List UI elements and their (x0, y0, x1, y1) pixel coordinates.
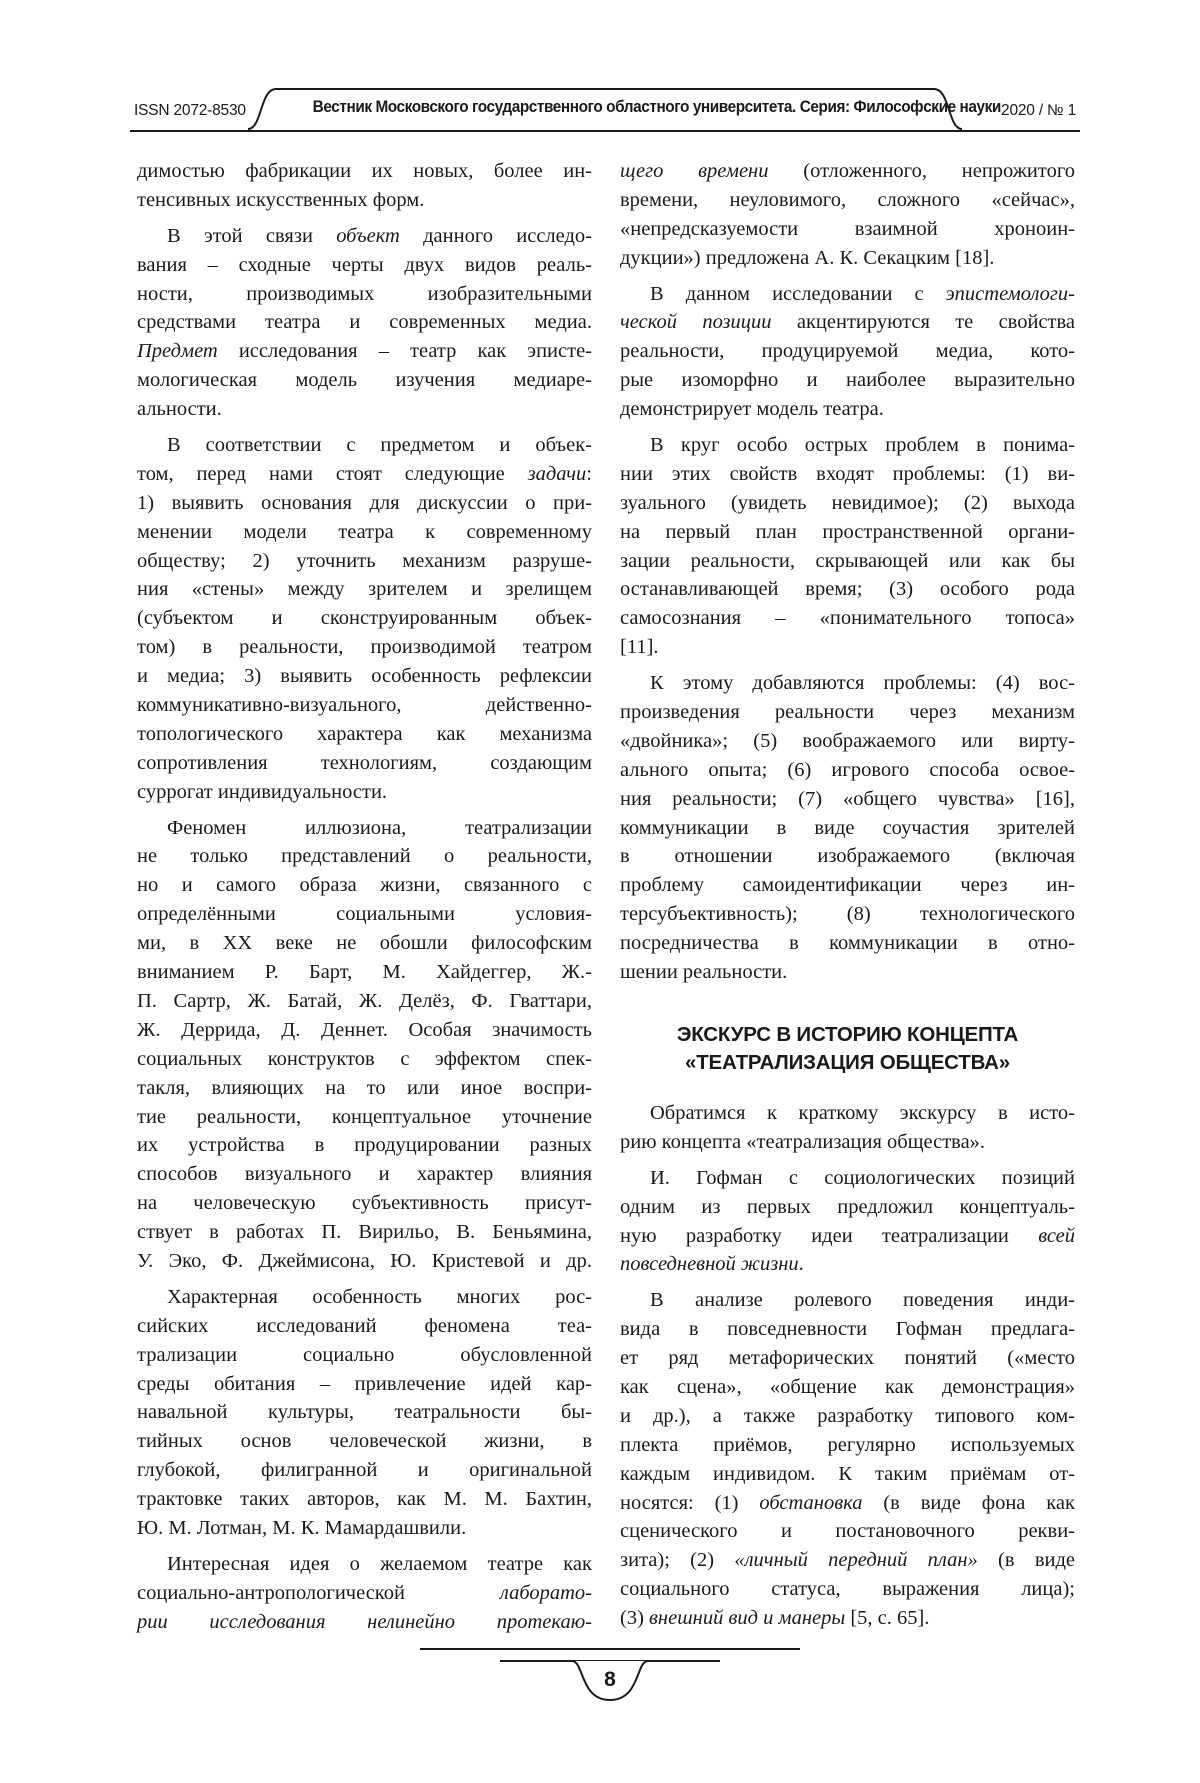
text-line: ет ряд метафорических понятий («место (620, 1347, 1075, 1370)
text-line: Ж. Деррида, Д. Деннет. Особая значимость (137, 1018, 592, 1041)
text-line: коммуникативно-визуального, действенно- (137, 694, 592, 717)
text-line: В данном исследовании с эпистемологи- (650, 282, 1075, 305)
text-line: коммуникации в виде соучастия зрителей (620, 816, 1075, 839)
text-line: посредничества в коммуникации в отно- (620, 932, 1075, 955)
text-line: произведения реальности через механизм (620, 701, 1075, 724)
text-line: и медиа; 3) выявить особенность рефлексии (137, 665, 592, 688)
text-line: ния «стены» между зрителем и зрелищем (137, 578, 592, 601)
page-number: 8 (604, 1668, 616, 1691)
paragraph (137, 222, 592, 424)
text-line: ния реальности; (7) «общего чувства» [16], (620, 787, 1075, 810)
text-line: социального статуса, выражения лица); (620, 1578, 1075, 1601)
section-heading-line: ЭКСКУРС В ИСТОРИЮ КОНЦЕПТА (676, 1022, 1019, 1046)
text-line: носятся: (1) обстановка (в виде фона как (620, 1491, 1075, 1514)
text-line: как сцена», «общение как демонстрация» (620, 1375, 1075, 1398)
italic-term: щего времени (620, 160, 769, 182)
italic-term: всей (1038, 1224, 1075, 1247)
section-heading-line: «ТЕАТРАЛИЗАЦИЯ ОБЩЕСТВА» (685, 1050, 1010, 1074)
text-line: глубокой, филигранной и оригинальной (137, 1459, 592, 1482)
italic-term: рии исследования нелинейно протекаю- (137, 1610, 592, 1633)
text-line: и др.), а также разработку типового ком- (620, 1404, 1075, 1427)
italic-term: эпистемологи- (945, 282, 1075, 305)
text-line: одним из первых предложил концептуаль- (620, 1195, 1075, 1218)
text-line: «непредсказуемости взаимной хроноин- (620, 217, 1075, 240)
text-line: дукции») предложена А. К. Секацким [18]. (620, 246, 995, 269)
page-footer (420, 1648, 800, 1738)
text-line: реальности, продуцируемой медиа, кото- (620, 340, 1075, 363)
paragraph (137, 431, 592, 807)
text-line: среды обитания – привлечение идей кар- (137, 1372, 592, 1395)
paragraph (620, 669, 1075, 987)
issn: ISSN 2072-8530 (134, 102, 246, 119)
text-line: Ю. М. Лотман, М. К. Мамардашвили. (137, 1516, 467, 1539)
text-line: суррогат индивидуальности. (137, 780, 388, 803)
text-line: вида в повседневности Гофман предлага- (620, 1318, 1075, 1341)
section-heading (620, 1021, 1075, 1077)
text-line: В этой связи объект данного исследо- (167, 224, 592, 247)
text-line: мологическая модель изучения медиаре- (137, 369, 592, 392)
text-line: тие реальности, концептуальное уточнение (137, 1105, 592, 1128)
text-line: ального опыта; (6) игрового способа освое- (620, 758, 1075, 781)
paragraph (620, 157, 1075, 273)
text-line: ную разработку идеи театрализации всей (620, 1224, 1075, 1247)
text-line: ствует в работах П. Вирильо, В. Беньямина, (137, 1221, 592, 1244)
text-line: том) в реальности, производимой театром (137, 636, 592, 659)
text-line: В круг особо острых проблем в понима- (650, 434, 1075, 457)
text-line: повседневной жизни. (620, 1253, 804, 1276)
italic-term: задачи (527, 462, 587, 485)
text-line: Обратимся к краткому экскурсу в исто- (650, 1101, 1075, 1124)
italic-term: внешний вид и манеры (649, 1607, 846, 1630)
italic-term: ческой позиции (620, 311, 772, 334)
left-column (137, 157, 592, 1637)
text-line: Характерная особенность многих рос- (167, 1285, 592, 1308)
header-tab-curve-left (248, 88, 276, 130)
italic-term: лаборато- (499, 1581, 592, 1604)
text-line: ми, в XX веке не обошли философским (137, 932, 592, 955)
paragraph (620, 280, 1075, 424)
text-line: И. Гофман с социологических позиций (650, 1166, 1075, 1189)
text-line: топологического характера как механизма (137, 722, 592, 745)
text-line: трактовке таких авторов, как М. М. Бахтин, (137, 1488, 592, 1511)
text-line: на человеческую субъективность присут- (137, 1192, 592, 1215)
paragraph (620, 1164, 1075, 1280)
text-line: демонстрирует модель театра. (620, 398, 884, 421)
text-line: самосознания – «понимательного топоса» (620, 607, 1075, 630)
text-line: в отношении изображаемого (включая (620, 845, 1075, 868)
text-line: димостью фабрикации их новых, более ин- (137, 160, 592, 182)
text-line: Интересная идея о желаемом театре как (167, 1552, 592, 1575)
italic-term: «личный передний план» (734, 1549, 978, 1572)
issue-number: 2020 / № 1 (1001, 102, 1076, 119)
text-line: тийных основ человеческой жизни, в (137, 1430, 592, 1453)
text-line: шении реальности. (620, 961, 788, 984)
text-line: (3) внешний вид и манеры [5, с. 65]. (620, 1607, 930, 1630)
text-line: нии этих свойств входят проблемы: (1) ви- (620, 462, 1075, 485)
italic-term: обстановка (759, 1491, 863, 1514)
text-line: не только представлений о реальности, (137, 845, 592, 868)
text-line: Феномен иллюзиона, театрализации (167, 816, 592, 839)
paragraph (137, 1550, 592, 1637)
text-line: сценического и постановочного рекви- (620, 1520, 1075, 1543)
journal-title: Вестник Московского государственного областного университета. Серия: Философские науки (312, 98, 1001, 116)
text-line: альности. (137, 398, 222, 421)
text-line: навальной культуры, театральности бы- (137, 1401, 592, 1424)
text-line: тенсивных искусственных форм. (137, 188, 425, 211)
text-line: ческой позиции акцентируются те свойства (620, 311, 1075, 334)
text-line: рию концепта «театрализация общества». (620, 1130, 986, 1153)
text-line: проблему самоидентификации через ин- (620, 874, 1075, 897)
text-line: В анализе ролевого поведения инди- (650, 1289, 1075, 1312)
text-line: вниманием Р. Барт, М. Хайдеггер, Ж.- (137, 961, 592, 984)
text-line: сопротивления технологиям, создающим (137, 751, 592, 774)
paragraph (137, 814, 592, 1276)
text-line: рые изоморфно и наиболее выразительно (620, 369, 1075, 392)
text-line (137, 1608, 592, 1637)
text-line: зации реальности, скрывающей или как бы (620, 549, 1075, 572)
text-line: сийских исследований феномена теа- (137, 1314, 592, 1337)
text-line: на первый план пространственной органи- (620, 520, 1075, 543)
text-line: К этому добавляются проблемы: (4) вос- (650, 672, 1075, 695)
running-header (130, 88, 1080, 132)
text-line: такля, влияющих на то или иное воспри- (137, 1076, 592, 1099)
text-line: 1) выявить основания для дискуссии о при- (137, 491, 592, 514)
text-line: способов визуального и характер влияния (137, 1163, 592, 1186)
text-line: зуального (увидеть невидимое); (2) выхода (620, 491, 1075, 514)
text-line: обществу; 2) уточнить механизм разруше- (137, 549, 592, 572)
text-line: «двойника»; (5) воображаемого или вирту- (620, 729, 1075, 752)
text-line: социальных конструктов с эффектом спек- (137, 1047, 592, 1070)
text-line: терсубъективность); (8) технологического (620, 903, 1075, 926)
text-line: но и самого образа жизни, связанного с (137, 874, 592, 897)
text-line: [11]. (620, 636, 659, 659)
text-line: каждым индивидом. К таким приёмам от- (620, 1462, 1075, 1485)
text-line: зита); (2) «личный передний план» (в виде (620, 1549, 1075, 1572)
italic-term: повседневной жизни (620, 1253, 799, 1276)
text-line: определёнными социальными условия- (137, 903, 592, 926)
right-column (620, 157, 1075, 1633)
text-line: их устройства в продуцировании разных (137, 1134, 592, 1157)
text-line: Предмет исследования – театр как эписте- (137, 340, 592, 363)
text-line: В соответствии с предметом и объек- (167, 434, 592, 457)
text-line: трализации социально обусловленной (137, 1343, 592, 1366)
text-line: социально-антропологической лаборато- (137, 1581, 592, 1604)
text-line: средствами театра и современных медиа. (137, 311, 592, 334)
paragraph (620, 431, 1075, 662)
text-line: плекта приёмов, регулярно используемых (620, 1433, 1075, 1456)
text-line: П. Сартр, Ж. Батай, Ж. Делёз, Ф. Гваттари, (137, 989, 592, 1012)
paragraph (620, 1099, 1075, 1157)
text-line: щего времени (отложенного, непрожитого (620, 160, 1075, 182)
text-line: вания – сходные черты двух видов реаль- (137, 253, 592, 276)
text-line: У. Эко, Ф. Джеймисона, Ю. Кристевой и др. (137, 1249, 592, 1272)
text-line: ности, производимых изобразительными (137, 282, 592, 305)
text-line: том, перед нами стоят следующие задачи: (137, 462, 592, 485)
footer-rule (420, 1648, 800, 1650)
paragraph (137, 1283, 592, 1543)
text-line: времени, неуловимого, сложного «сейчас», (620, 188, 1075, 211)
paragraph (137, 157, 592, 215)
paragraph (620, 1286, 1075, 1633)
italic-term: объект (336, 224, 400, 247)
italic-term: Предмет (137, 340, 218, 363)
text-line: (субъектом и сконструированным объек- (137, 607, 592, 630)
text-line: останавливающей время; (3) особого рода (620, 578, 1075, 601)
text-line: менении модели театра к современному (137, 520, 592, 543)
